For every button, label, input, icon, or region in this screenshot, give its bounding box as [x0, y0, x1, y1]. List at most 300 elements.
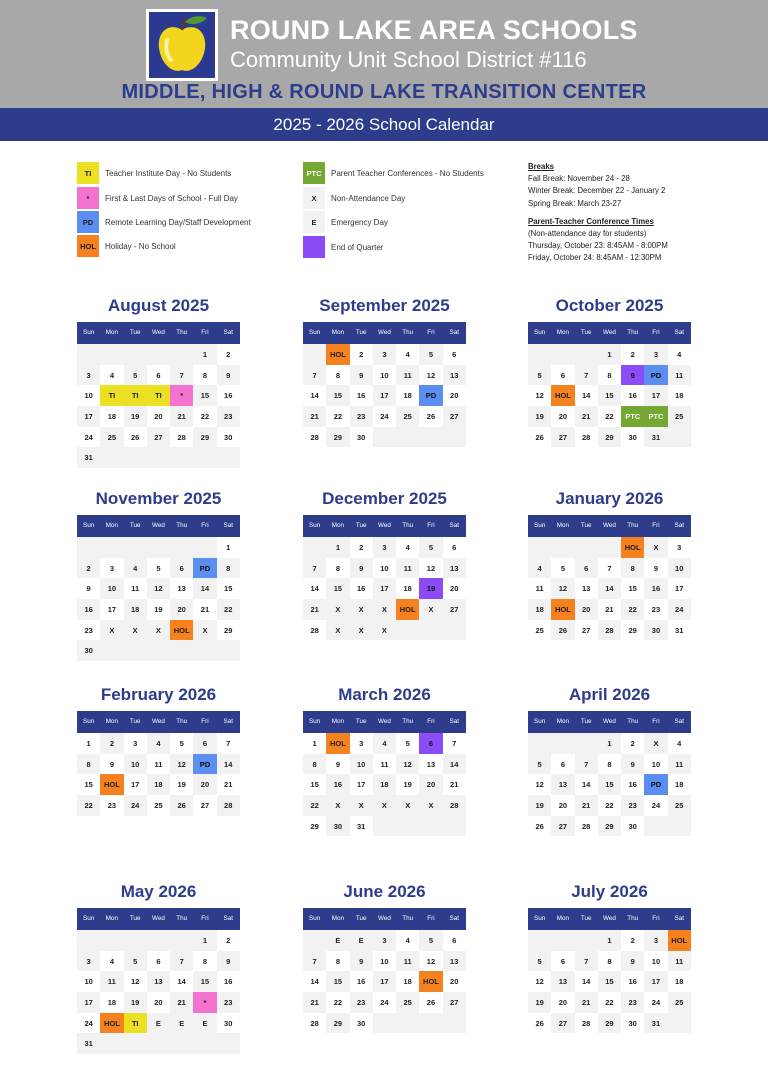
- day-cell: 21: [303, 406, 326, 427]
- fall-break: Fall Break: November 24 - 28: [528, 174, 630, 184]
- day-cell: 1: [326, 537, 349, 558]
- day-cell: 24: [84, 432, 93, 442]
- day-cell: 4: [109, 370, 114, 380]
- day-cell: 1: [226, 542, 231, 552]
- day-cell: 29: [310, 821, 319, 831]
- day-cell: 4: [405, 935, 410, 945]
- day-cell: 29: [628, 625, 637, 635]
- day-cell: HOL: [551, 599, 574, 620]
- legend-swatch: [303, 236, 325, 258]
- day-cell: 28: [310, 1018, 319, 1028]
- legend-item-pd: [77, 211, 251, 233]
- day-cell: 25: [396, 406, 419, 427]
- day-cell: 30: [326, 816, 349, 837]
- day-cell: 4: [405, 349, 410, 359]
- empty-day-cell: [396, 1013, 419, 1034]
- weekday-label: Mon: [331, 329, 345, 336]
- month-title: October 2025: [555, 296, 664, 315]
- day-cell: 30: [77, 640, 100, 661]
- weekday-label: Fri: [652, 718, 660, 725]
- legend-swatch: *: [77, 187, 99, 209]
- day-cell: 30: [628, 1018, 637, 1028]
- empty-day-cell: [147, 537, 170, 558]
- weekday-header: [303, 908, 466, 930]
- empty-day-cell: [193, 537, 216, 558]
- day-cell: 8: [202, 370, 208, 380]
- legend-item-end-of-quarter: [303, 236, 383, 258]
- day-cell: X: [326, 620, 349, 641]
- day-cell: 12: [130, 977, 140, 987]
- empty-day-cell: [575, 537, 598, 558]
- month-calendar: [303, 296, 466, 447]
- day-cell: 12: [426, 563, 436, 573]
- weekday-header: [303, 515, 466, 537]
- day-cell: 20: [558, 800, 568, 810]
- empty-day-cell: [124, 930, 147, 951]
- day-cell: 5: [419, 344, 442, 365]
- day-cell: 29: [224, 625, 233, 635]
- empty-day-cell: [100, 1033, 123, 1054]
- day-cell: TI: [124, 385, 147, 406]
- day-cell: 3: [77, 951, 100, 972]
- weekday-label: Thu: [402, 718, 414, 725]
- legend-swatch: TI: [77, 162, 99, 184]
- day-cell: 2: [77, 558, 100, 579]
- day-cell: 28: [581, 821, 591, 831]
- day-cell: HOL: [100, 1013, 123, 1034]
- day-cell: 18: [124, 599, 147, 620]
- day-cell: TI: [124, 1013, 147, 1034]
- day-cell: 13: [551, 774, 574, 795]
- day-cell: 16: [356, 584, 366, 594]
- empty-day-cell: [124, 447, 147, 468]
- day-cell: HOL: [419, 971, 442, 992]
- day-cell: X: [396, 795, 419, 816]
- day-cell: HOL: [551, 385, 574, 406]
- empty-day-cell: [419, 620, 442, 641]
- month-calendar: [528, 489, 691, 640]
- month-calendar: [77, 882, 240, 1054]
- day-cell: 1: [598, 344, 621, 365]
- weekday-label: Fri: [427, 522, 435, 529]
- empty-day-cell: [419, 1013, 442, 1034]
- day-cell: 6: [156, 370, 161, 380]
- empty-day-cell: [303, 930, 326, 951]
- weekday-label: Tue: [580, 329, 592, 336]
- weekday-label: Sat: [223, 522, 233, 529]
- empty-day-cell: [551, 537, 574, 558]
- day-cell: E: [193, 1013, 216, 1034]
- day-cell: 23: [621, 795, 644, 816]
- weekday-label: Tue: [355, 329, 367, 336]
- weekday-label: Mon: [556, 718, 570, 725]
- day-cell: 22: [217, 599, 240, 620]
- day-cell: 14: [443, 754, 466, 775]
- empty-day-cell: [575, 733, 598, 754]
- day-cell: 20: [154, 997, 163, 1007]
- day-cell: X: [350, 599, 373, 620]
- empty-day-cell: [147, 930, 170, 951]
- day-cell: 9: [109, 759, 114, 769]
- weekday-label: Sat: [223, 718, 233, 725]
- weekday-label: Sun: [83, 522, 95, 529]
- day-grid: [303, 537, 466, 640]
- day-cell: 11: [668, 754, 691, 775]
- day-cell: 1: [598, 930, 621, 951]
- day-cell: 9: [621, 365, 644, 386]
- day-cell: 11: [100, 971, 123, 992]
- day-cell: 11: [535, 584, 544, 594]
- day-cell: 6: [560, 370, 565, 380]
- day-cell: 15: [628, 584, 637, 594]
- empty-day-cell: [575, 930, 598, 951]
- weekday-label: Sat: [449, 329, 459, 336]
- day-cell: 20: [154, 411, 163, 421]
- day-cell: 9: [350, 365, 373, 386]
- day-cell: 31: [675, 625, 684, 635]
- day-cell: 9: [350, 558, 373, 579]
- day-cell: 11: [154, 759, 163, 769]
- district-logo: [146, 9, 218, 81]
- day-cell: 5: [124, 365, 147, 386]
- day-cell: 16: [356, 391, 366, 401]
- weekday-label: Fri: [652, 329, 660, 336]
- day-cell: 7: [303, 558, 326, 579]
- weekday-label: Sun: [309, 522, 321, 529]
- day-cell: 23: [350, 992, 373, 1013]
- day-cell: 10: [380, 956, 389, 966]
- day-cell: 23: [107, 800, 117, 810]
- day-cell: 28: [177, 432, 186, 442]
- weekday-header: [303, 711, 466, 733]
- day-cell: 1: [312, 738, 317, 748]
- month-title: August 2025: [107, 296, 210, 315]
- legend-swatch: E: [303, 211, 325, 233]
- weekday-label: Sat: [674, 522, 684, 529]
- day-cell: 18: [403, 584, 412, 594]
- weekday-header: [303, 322, 466, 344]
- day-cell: 31: [356, 821, 366, 831]
- day-cell: 5: [560, 563, 565, 573]
- day-cell: E: [326, 930, 349, 951]
- weekday-label: Thu: [176, 915, 188, 922]
- apple-logo-icon: [149, 12, 215, 78]
- weekday-header: [528, 322, 691, 344]
- day-cell: 25: [668, 406, 691, 427]
- day-cell: 24: [84, 1018, 93, 1028]
- day-cell: 4: [528, 558, 551, 579]
- day-cell: 6: [193, 733, 216, 754]
- day-cell: 7: [607, 563, 612, 573]
- day-cell: 13: [177, 584, 186, 594]
- day-cell: 31: [644, 1013, 667, 1034]
- day-cell: 20: [193, 774, 216, 795]
- day-cell: 6: [560, 759, 565, 769]
- day-cell: 19: [528, 992, 551, 1013]
- weekday-label: Sun: [83, 915, 95, 922]
- day-cell: 27: [581, 625, 591, 635]
- month-title: November 2025: [95, 489, 222, 508]
- day-cell: E: [170, 1013, 193, 1034]
- empty-day-cell: [124, 537, 147, 558]
- day-cell: 14: [598, 578, 621, 599]
- day-cell: 26: [551, 620, 574, 641]
- legend-label: Emergency Day: [331, 217, 388, 227]
- day-cell: 22: [333, 411, 343, 421]
- day-cell: 10: [84, 977, 93, 987]
- day-cell: 19: [124, 406, 147, 427]
- day-grid: [77, 930, 240, 1054]
- day-cell: 15: [84, 780, 93, 790]
- day-cell: 17: [675, 584, 684, 594]
- weekday-label: Fri: [201, 329, 209, 336]
- day-cell: 2: [630, 935, 635, 945]
- weekday-header: [77, 322, 240, 344]
- empty-day-cell: [124, 1033, 147, 1054]
- day-cell: 18: [107, 997, 117, 1007]
- day-cell: 27: [443, 406, 466, 427]
- day-cell: 27: [551, 427, 574, 448]
- weekday-label: Thu: [627, 718, 639, 725]
- day-cell: 10: [84, 391, 93, 401]
- day-grid: [303, 344, 466, 447]
- day-cell: 21: [200, 604, 210, 614]
- day-cell: 12: [396, 754, 419, 775]
- day-cell: 15: [598, 971, 621, 992]
- month-calendar: [303, 489, 466, 640]
- day-grid: [528, 930, 691, 1033]
- day-cell: 11: [131, 584, 140, 594]
- day-cell: 15: [326, 385, 349, 406]
- day-cell: 23: [84, 625, 93, 635]
- day-cell: 3: [644, 930, 667, 951]
- day-cell: 26: [535, 821, 544, 831]
- day-cell: 25: [100, 427, 123, 448]
- day-cell: 27: [443, 992, 466, 1013]
- weekday-label: Sat: [674, 915, 684, 922]
- weekday-label: Mon: [331, 915, 345, 922]
- empty-day-cell: [100, 930, 123, 951]
- empty-day-cell: [528, 537, 551, 558]
- day-cell: 17: [356, 780, 366, 790]
- day-grid: [528, 733, 691, 836]
- day-cell: 3: [373, 537, 396, 558]
- ptc-friday: Friday, October 24: 8:45AM - 12:30PM: [528, 253, 662, 263]
- empty-day-cell: [396, 816, 419, 837]
- weekday-label: Fri: [427, 915, 435, 922]
- day-cell: 3: [77, 365, 100, 386]
- weekday-label: Sun: [534, 522, 546, 529]
- day-cell: HOL: [100, 774, 123, 795]
- day-cell: 19: [124, 992, 147, 1013]
- day-cell: 11: [668, 365, 691, 386]
- day-cell: 14: [581, 977, 591, 987]
- weekday-label: Tue: [129, 522, 141, 529]
- legend-item-emergency: [303, 211, 388, 233]
- weekday-label: Wed: [152, 522, 165, 529]
- day-cell: *: [170, 385, 193, 406]
- empty-day-cell: [528, 930, 551, 951]
- day-grid: [303, 930, 466, 1033]
- day-cell: 20: [450, 584, 459, 594]
- day-cell: 10: [380, 370, 389, 380]
- day-cell: 15: [326, 971, 349, 992]
- day-cell: 29: [193, 427, 216, 448]
- empty-day-cell: [217, 1033, 240, 1054]
- day-cell: 22: [605, 411, 614, 421]
- empty-day-cell: [443, 816, 466, 837]
- day-cell: *: [193, 992, 216, 1013]
- day-cell: 10: [651, 956, 661, 966]
- day-cell: 19: [403, 780, 412, 790]
- empty-day-cell: [396, 427, 419, 448]
- day-cell: 19: [419, 578, 442, 599]
- day-cell: 16: [224, 977, 233, 987]
- day-cell: 30: [628, 821, 637, 831]
- day-cell: 18: [147, 774, 170, 795]
- empty-day-cell: [419, 816, 442, 837]
- weekday-label: Wed: [603, 718, 616, 725]
- weekday-label: Tue: [129, 718, 141, 725]
- weekday-label: Fri: [201, 718, 209, 725]
- weekday-label: Thu: [402, 915, 414, 922]
- empty-day-cell: [443, 427, 466, 448]
- day-cell: 17: [130, 780, 140, 790]
- day-cell: PD: [644, 365, 667, 386]
- day-cell: 4: [677, 349, 682, 359]
- weekday-label: Wed: [378, 718, 391, 725]
- day-cell: 18: [403, 977, 412, 987]
- weekday-label: Tue: [580, 915, 592, 922]
- breaks-heading: Breaks: [528, 162, 555, 171]
- day-cell: 6: [419, 733, 442, 754]
- day-cell: 14: [310, 391, 319, 401]
- weekday-label: Wed: [378, 522, 391, 529]
- day-cell: 16: [326, 774, 349, 795]
- empty-day-cell: [170, 1033, 193, 1054]
- weekday-label: Mon: [105, 718, 119, 725]
- month-title: February 2026: [100, 685, 217, 704]
- day-cell: 9: [653, 563, 659, 573]
- day-cell: X: [350, 620, 373, 641]
- empty-day-cell: [668, 427, 691, 448]
- day-cell: 13: [443, 951, 466, 972]
- weekday-label: Mon: [556, 329, 570, 336]
- day-cell: 18: [675, 977, 684, 987]
- weekday-label: Wed: [603, 329, 616, 336]
- weekday-header: [77, 515, 240, 537]
- day-cell: 12: [535, 977, 544, 987]
- day-cell: 8: [335, 370, 340, 380]
- day-cell: 26: [535, 432, 544, 442]
- day-cell: 16: [628, 977, 637, 987]
- day-cell: 12: [551, 578, 574, 599]
- day-cell: HOL: [668, 930, 691, 951]
- day-cell: 3: [133, 738, 138, 748]
- empty-day-cell: [170, 537, 193, 558]
- day-cell: 6: [452, 349, 457, 359]
- day-cell: X: [326, 795, 349, 816]
- empty-day-cell: [193, 447, 216, 468]
- day-cell: 19: [528, 795, 551, 816]
- day-cell: 20: [558, 411, 568, 421]
- day-cell: 4: [677, 738, 682, 748]
- day-cell: 8: [607, 956, 612, 966]
- day-cell: 21: [303, 992, 326, 1013]
- legend-item-non-attendance: [303, 187, 405, 209]
- day-cell: 24: [651, 997, 661, 1007]
- day-cell: 15: [598, 385, 621, 406]
- day-cell: 3: [373, 344, 396, 365]
- weekday-label: Sat: [674, 329, 684, 336]
- weekday-label: Tue: [355, 718, 367, 725]
- empty-day-cell: [551, 344, 574, 365]
- month-title: June 2026: [343, 882, 426, 901]
- day-cell: 6: [156, 956, 161, 966]
- ptc-note: (Non-attendance day for students): [528, 229, 647, 239]
- weekday-label: Thu: [176, 329, 188, 336]
- day-cell: 20: [575, 599, 598, 620]
- legend-swatch: HOL: [77, 235, 99, 257]
- day-cell: 28: [310, 432, 319, 442]
- day-cell: 24: [380, 411, 389, 421]
- weekday-label: Fri: [427, 718, 435, 725]
- day-cell: 29: [326, 1013, 349, 1034]
- day-cell: X: [373, 599, 396, 620]
- day-cell: 1: [193, 930, 216, 951]
- empty-day-cell: [147, 1033, 170, 1054]
- weekday-label: Thu: [402, 329, 414, 336]
- day-cell: 9: [86, 584, 91, 594]
- day-cell: 21: [170, 406, 193, 427]
- day-cell: 26: [535, 1018, 544, 1028]
- day-cell: 6: [170, 558, 193, 579]
- day-cell: 21: [575, 406, 598, 427]
- day-cell: 15: [193, 971, 216, 992]
- weekday-label: Thu: [627, 915, 639, 922]
- calendar-notes: [528, 161, 763, 265]
- day-cell: 30: [356, 1018, 366, 1028]
- day-cell: 7: [575, 951, 598, 972]
- day-cell: 22: [605, 997, 614, 1007]
- weekday-label: Wed: [152, 329, 165, 336]
- weekday-label: Sun: [534, 915, 546, 922]
- day-cell: 22: [333, 997, 343, 1007]
- empty-day-cell: [100, 640, 123, 661]
- day-cell: 23: [350, 406, 373, 427]
- day-cell: 8: [77, 754, 100, 775]
- day-cell: 6: [560, 956, 565, 966]
- day-cell: 19: [177, 780, 186, 790]
- day-cell: 3: [677, 542, 682, 552]
- day-cell: 5: [419, 537, 442, 558]
- empty-day-cell: [77, 537, 100, 558]
- day-cell: 19: [154, 604, 163, 614]
- empty-day-cell: [303, 537, 326, 558]
- legend-label: Holiday - No School: [105, 241, 176, 251]
- day-cell: 13: [147, 971, 170, 992]
- legend-item-ti: [77, 162, 231, 184]
- weekday-label: Mon: [105, 522, 119, 529]
- day-cell: 13: [443, 558, 466, 579]
- legend-swatch: PTC: [303, 162, 325, 184]
- day-cell: 28: [443, 795, 466, 816]
- day-cell: 14: [310, 584, 319, 594]
- weekday-label: Tue: [129, 329, 141, 336]
- day-cell: 30: [224, 432, 233, 442]
- day-cell: 24: [124, 795, 147, 816]
- day-cell: X: [644, 733, 667, 754]
